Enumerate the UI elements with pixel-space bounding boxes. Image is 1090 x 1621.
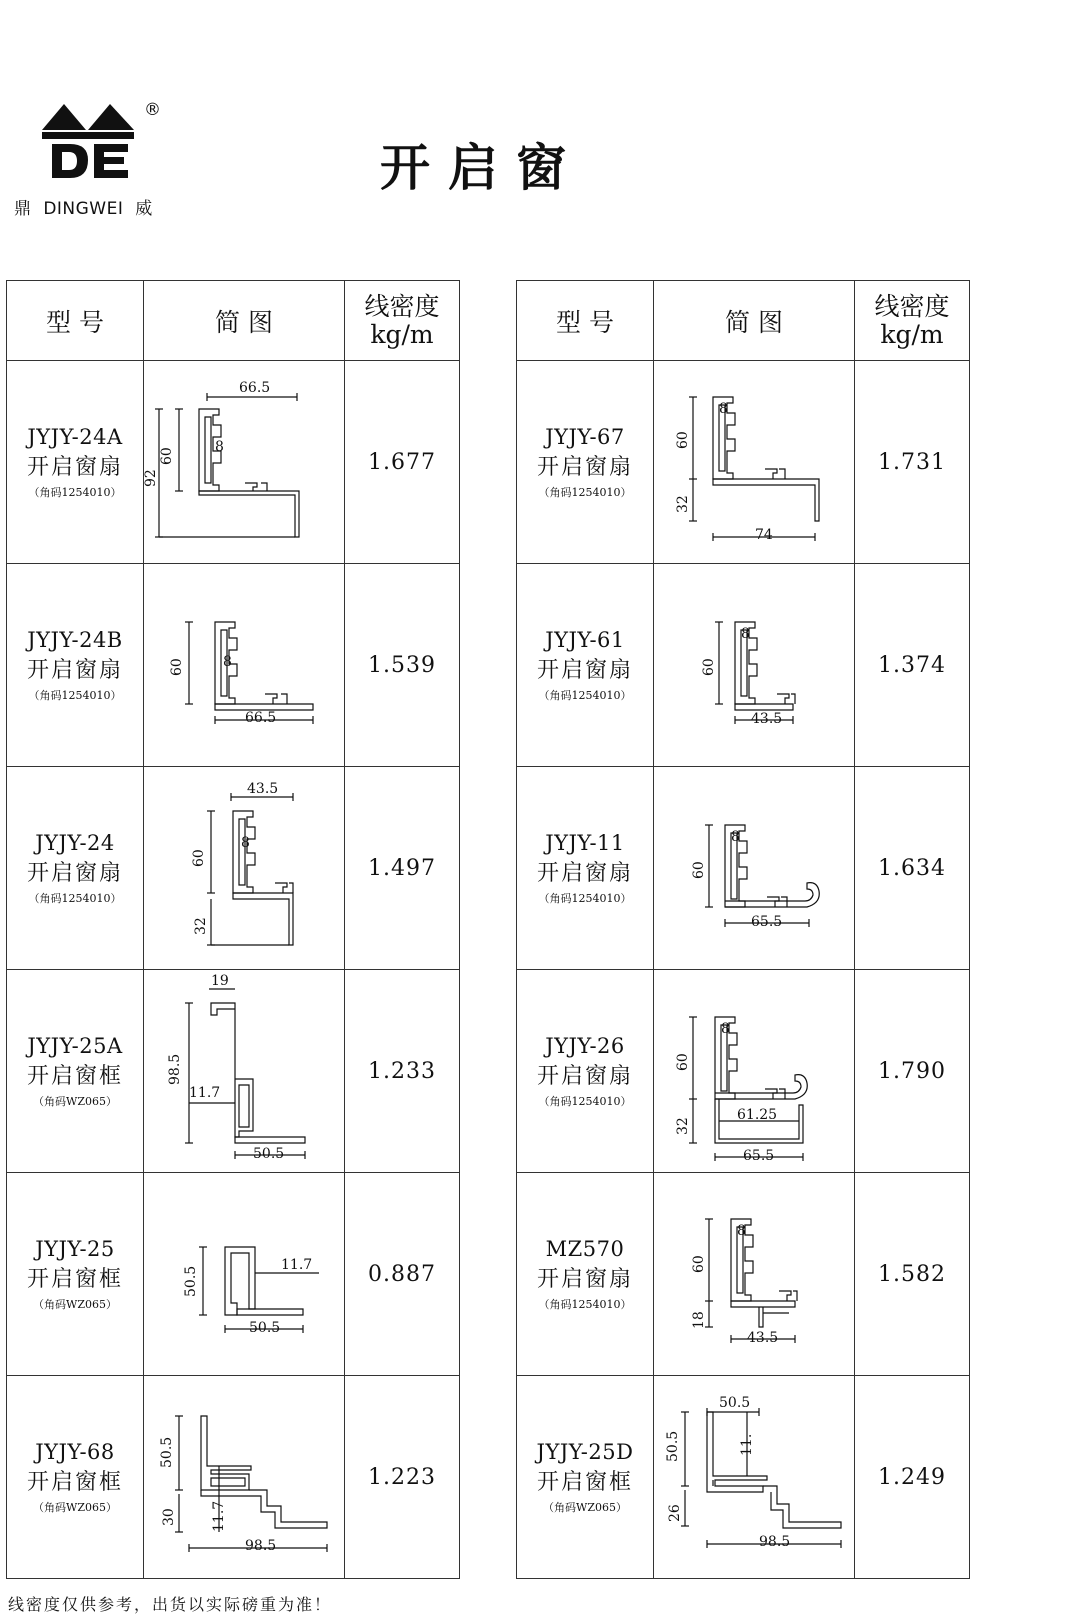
- profile-drawing-cell: [144, 1376, 345, 1579]
- dim-b: 60: [675, 1053, 691, 1071]
- profile-drawing: [149, 570, 339, 760]
- model-cell: [517, 1173, 654, 1376]
- profile-drawing-cell: [144, 361, 345, 564]
- dim-a: 8: [719, 401, 728, 417]
- dim-b: 11.: [739, 1433, 755, 1456]
- dim-d: 74: [755, 527, 773, 543]
- density-value: 1.634: [855, 767, 970, 970]
- dim-c: 18: [691, 1311, 707, 1329]
- model-cell: [7, 970, 144, 1173]
- model-name: 开启窗框: [26, 1267, 123, 1292]
- profile-drawing-cell: [654, 564, 855, 767]
- dim-b: 98.5: [167, 1053, 183, 1085]
- table-row: [517, 767, 970, 970]
- profile-drawing: [149, 773, 339, 963]
- model-name: 开启窗扇: [536, 861, 633, 886]
- model-note: （角码WZ065）: [33, 1298, 117, 1311]
- model-cell: [7, 1173, 144, 1376]
- density-value: 1.374: [855, 564, 970, 767]
- profile-drawing-cell: [654, 1376, 855, 1579]
- table-row: [517, 1173, 970, 1376]
- dim-a: 60: [169, 658, 185, 676]
- model-cell: [7, 361, 144, 564]
- header-figure: 简 图: [144, 281, 345, 361]
- density-value: 1.582: [855, 1173, 970, 1376]
- model-note: （角码1254010）: [28, 892, 122, 905]
- header-density-label: 线密度: [874, 291, 950, 321]
- profile-drawing: [149, 1179, 339, 1369]
- header-density-unit: kg/m: [880, 319, 944, 349]
- model-name: 开启窗框: [26, 1064, 123, 1089]
- dim-a: 8: [741, 626, 750, 642]
- model-name: 开启窗扇: [26, 861, 123, 886]
- profile-drawing-cell: [654, 970, 855, 1173]
- density-value: 1.539: [345, 564, 460, 767]
- model-note: （角码WZ065）: [543, 1501, 627, 1514]
- model-name: 开启窗扇: [536, 1064, 633, 1089]
- dim-c: 11.7: [189, 1085, 221, 1101]
- dim-c: 32: [675, 495, 691, 513]
- dim-b: 60: [691, 861, 707, 879]
- header-model: 型 号: [517, 281, 654, 361]
- model-code: JYJY-11: [545, 831, 625, 855]
- density-value: 0.887: [345, 1173, 460, 1376]
- dim-c: 50.5: [665, 1430, 681, 1462]
- table-row: [7, 767, 460, 970]
- table-row: [517, 1376, 970, 1579]
- dim-c: 65.5: [751, 914, 783, 930]
- table-row: [7, 361, 460, 564]
- profile-table-left: [6, 280, 460, 1579]
- dim-a: 43.5: [247, 781, 279, 797]
- model-name: 开启窗扇: [536, 455, 633, 480]
- profile-drawing: [659, 971, 849, 1171]
- dim-b: 30: [161, 1508, 177, 1526]
- model-cell: [7, 1376, 144, 1579]
- profile-drawing-cell: [144, 1173, 345, 1376]
- brand-char-left: 鼎: [14, 199, 32, 219]
- model-cell: [517, 767, 654, 970]
- dim-c: 8: [215, 439, 224, 455]
- model-name: 开启窗扇: [26, 455, 123, 480]
- dim-b: 60: [675, 431, 691, 449]
- profile-drawing: [659, 1179, 849, 1369]
- model-code: JYJY-68: [35, 1440, 115, 1464]
- dim-b: 60: [691, 1255, 707, 1273]
- header-model: 型 号: [7, 281, 144, 361]
- model-code: JYJY-24B: [27, 628, 123, 652]
- model-note: （角码1254010）: [538, 1095, 632, 1108]
- dim-b: 11.7: [281, 1257, 313, 1273]
- model-cell: [7, 564, 144, 767]
- model-name: 开启窗扇: [536, 1267, 633, 1292]
- model-cell: [7, 767, 144, 970]
- table-header-row: [517, 281, 970, 361]
- header-density: [345, 281, 460, 361]
- dim-d: 50.5: [253, 1146, 285, 1162]
- dim-c: 60: [191, 849, 207, 867]
- registered-mark: ®: [144, 100, 161, 120]
- model-code: JYJY-26: [545, 1034, 625, 1058]
- model-note: （角码1254010）: [28, 486, 122, 499]
- footnote: 线密度仅供参考，出货以实际磅重为准！: [8, 1595, 333, 1614]
- dim-a: 8: [731, 829, 740, 845]
- dim-a: 50.5: [159, 1436, 175, 1468]
- dim-a: 50.5: [719, 1395, 751, 1411]
- profile-drawing: [143, 367, 339, 557]
- profile-drawing: [149, 971, 339, 1171]
- model-note: （角码1254010）: [28, 689, 122, 702]
- table-row: [517, 970, 970, 1173]
- brand-line: [14, 194, 153, 219]
- model-name: 开启窗扇: [26, 658, 123, 683]
- model-name: 开启窗扇: [536, 658, 633, 683]
- dim-e: 65.5: [743, 1148, 775, 1164]
- density-value: 1.790: [855, 970, 970, 1173]
- dim-d: 32: [193, 917, 209, 935]
- density-value: 1.497: [345, 767, 460, 970]
- profile-drawing: [659, 367, 849, 557]
- profile-drawing: [149, 1382, 339, 1572]
- table-header-row: [7, 281, 460, 361]
- model-note: （角码1254010）: [538, 1298, 632, 1311]
- profile-table-right: [516, 280, 970, 1579]
- density-value: 1.249: [855, 1376, 970, 1579]
- model-name: 开启窗框: [26, 1470, 123, 1495]
- header-density: [855, 281, 970, 361]
- dim-c: 50.5: [249, 1320, 281, 1336]
- model-cell: [517, 361, 654, 564]
- model-name: 开启窗框: [536, 1470, 633, 1495]
- model-code: MZ570: [545, 1237, 625, 1261]
- model-cell: [517, 970, 654, 1173]
- model-code: JYJY-25A: [27, 1034, 123, 1058]
- table-row: [7, 564, 460, 767]
- model-note: （角码1254010）: [538, 892, 632, 905]
- brand-char-right: 威: [135, 199, 153, 219]
- profile-drawing: [659, 570, 849, 760]
- model-note: （角码WZ065）: [33, 1095, 117, 1108]
- dim-d: 43.5: [747, 1330, 779, 1346]
- dim-c: 11.7: [211, 1500, 227, 1532]
- model-code: JYJY-67: [545, 425, 625, 449]
- density-value: 1.233: [345, 970, 460, 1173]
- model-note: （角码WZ065）: [33, 1501, 117, 1514]
- model-code: JYJY-25: [35, 1237, 115, 1261]
- profile-drawing-cell: [654, 361, 855, 564]
- density-value: 1.677: [345, 361, 460, 564]
- brand-logo: [42, 100, 137, 182]
- model-note: （角码1254010）: [538, 486, 632, 499]
- density-value: 1.223: [345, 1376, 460, 1579]
- dim-a: 50.5: [183, 1265, 199, 1297]
- dim-d: 61.25: [737, 1107, 778, 1123]
- header-density-unit: kg/m: [370, 319, 434, 349]
- model-cell: [517, 1376, 654, 1579]
- dim-b: 60: [701, 658, 717, 676]
- table-row: [517, 361, 970, 564]
- dim-b: 8: [241, 835, 250, 851]
- dim-d: 92: [143, 469, 159, 487]
- brand-name: DINGWEI: [43, 199, 124, 219]
- profile-drawing-cell: [654, 1173, 855, 1376]
- model-code: JYJY-24A: [27, 425, 123, 449]
- model-code: JYJY-24: [35, 831, 115, 855]
- model-note: （角码1254010）: [538, 689, 632, 702]
- header-density-label: 线密度: [364, 291, 440, 321]
- model-cell: [517, 564, 654, 767]
- table-row: [7, 970, 460, 1173]
- density-value: 1.731: [855, 361, 970, 564]
- dim-e: 98.5: [759, 1534, 791, 1550]
- profile-drawing: [659, 1382, 849, 1572]
- model-code: JYJY-25D: [536, 1440, 634, 1464]
- dim-d: 98.5: [245, 1538, 277, 1554]
- header-figure: 简 图: [654, 281, 855, 361]
- page-title: 开启窗: [380, 139, 584, 197]
- dim-b: 8: [223, 654, 232, 670]
- profile-drawing: [659, 773, 849, 963]
- profile-drawing-cell: [144, 767, 345, 970]
- dim-d: 26: [667, 1504, 683, 1522]
- dim-a: 8: [721, 1021, 730, 1037]
- profile-drawing-cell: [144, 970, 345, 1173]
- dim-c: 66.5: [245, 710, 277, 726]
- model-code: JYJY-61: [545, 628, 625, 652]
- dim-c: 32: [675, 1117, 691, 1135]
- table-row: [7, 1173, 460, 1376]
- profile-drawing-cell: [654, 767, 855, 970]
- dim-c: 43.5: [751, 711, 783, 727]
- table-row: [7, 1376, 460, 1579]
- dim-a: 19: [211, 973, 229, 989]
- dim-a: 8: [737, 1223, 746, 1239]
- dim-b: 60: [159, 447, 175, 465]
- profile-drawing-cell: [144, 564, 345, 767]
- dim-a: 66.5: [239, 380, 271, 396]
- table-row: [517, 564, 970, 767]
